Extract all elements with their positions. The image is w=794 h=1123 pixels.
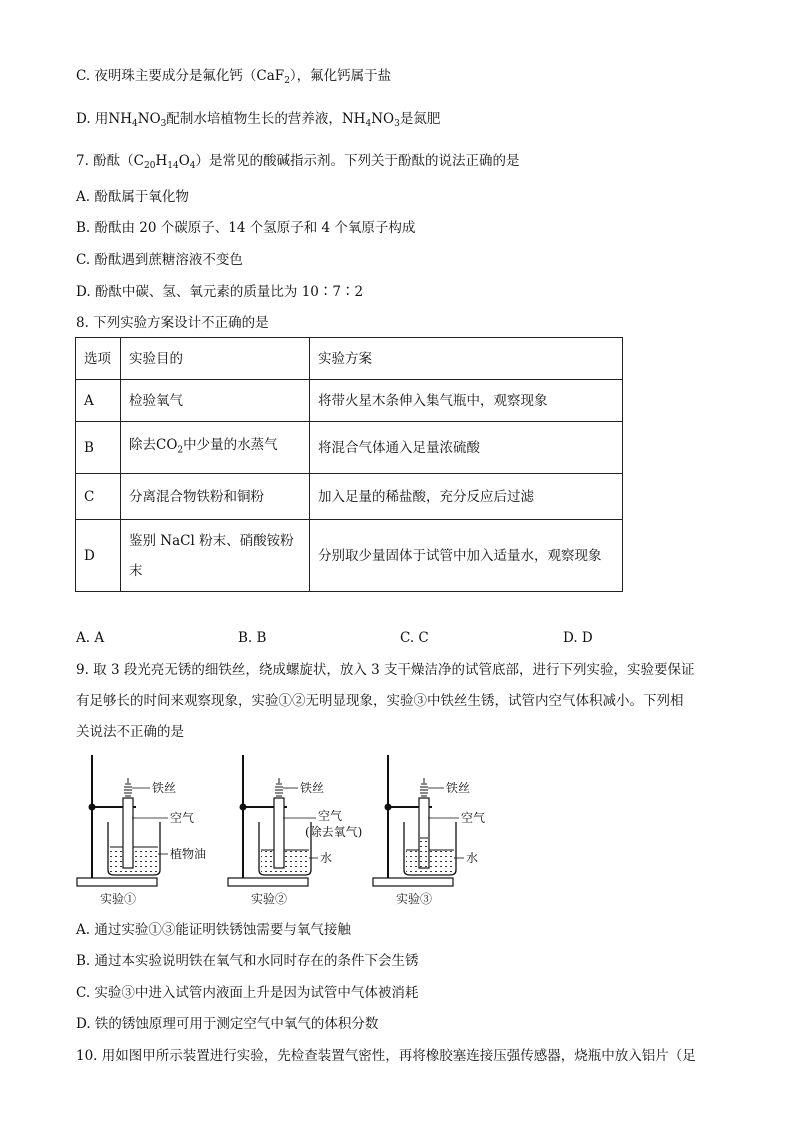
exp3-gas-label: 空气 bbox=[461, 811, 486, 825]
q9-stem-line-1: 9. 取 3 段光亮无锈的细铁丝，绕成螺旋状，放入 3 支干燥洁净的试管底部，进行下列实验，实验要保证 bbox=[76, 662, 695, 678]
table-row bbox=[76, 380, 623, 422]
table-row bbox=[76, 474, 623, 520]
q8-option-d: D. D bbox=[563, 630, 593, 646]
q9-option-d: D. 铁的锈蚀原理可用于测定空气中氧气的体积分数 bbox=[76, 1016, 379, 1032]
experiment-1-apparatus bbox=[77, 755, 160, 886]
table-cell: 分离混合物铁粉和铜粉 bbox=[121, 474, 310, 520]
table-cell: A bbox=[76, 380, 121, 422]
table-row bbox=[76, 520, 623, 592]
q9-stem-line-2: 有足够长的时间来观察现象，实验①②无明显现象，实验③中铁丝生锈，试管内空气体积减小。下列相 bbox=[76, 693, 684, 709]
q7-option-b: B. 酚酞由 20 个碳原子、14 个氢原子和 4 个氧原子构成 bbox=[76, 220, 416, 236]
experiment-3-apparatus bbox=[373, 755, 456, 886]
exp3-wire-label: 铁丝 bbox=[446, 781, 471, 795]
table-row bbox=[76, 422, 623, 474]
q9-option-b: B. 通过本实验说明铁在氧气和水同时存在的条件下会生锈 bbox=[76, 953, 419, 969]
option-c-prev: C. 夜明珠主要成分是氟化钙（CaF$_2$），氟化钙属于盐 bbox=[76, 68, 392, 86]
exp2-gas-label: 空气 bbox=[318, 809, 343, 823]
exp1-gas-label: 空气 bbox=[170, 811, 195, 825]
q7-stem: 7. 酚酞$(C_{20}H_{14}O_4)$是常见的酸碱指示剂。下列关于酚酞的说法正确的是 bbox=[76, 153, 520, 171]
q10-stem-line-1: 10. 用如图甲所示装置进行实验，先检查装置气密性，再将橡胶塞连接压强传感器，烧瓶中放入铝片（足 bbox=[76, 1048, 696, 1064]
table-cell: 鉴别 NaCl 粉末、硝酸铵粉末 bbox=[121, 520, 310, 592]
table-cell: 检验氧气 bbox=[121, 380, 310, 422]
table-header: 实验方案 bbox=[310, 338, 623, 380]
exp2-wire-label: 铁丝 bbox=[300, 781, 325, 795]
q9-option-a: A. 通过实验①③能证明铁锈蚀需要与氧气接触 bbox=[76, 922, 351, 938]
iron-rust-experiment-figure bbox=[74, 750, 514, 910]
table-header-row bbox=[76, 338, 623, 380]
table-cell: D bbox=[76, 520, 121, 592]
q9-stem-line-3: 关说法不正确的是 bbox=[76, 724, 184, 740]
q8-option-b: B. B bbox=[238, 630, 267, 646]
exp1-caption: 实验① bbox=[100, 892, 137, 906]
q7-option-c: C. 酚酞遇到蔗糖溶液不变色 bbox=[76, 252, 243, 268]
table-header: 实验目的 bbox=[121, 338, 310, 380]
table-cell: C bbox=[76, 474, 121, 520]
exp3-liquid-label: 水 bbox=[466, 851, 479, 865]
table-cell: 加入足量的稀盐酸，充分反应后过滤 bbox=[310, 474, 623, 520]
table-cell: B bbox=[76, 422, 121, 474]
q8-option-c: C. C bbox=[400, 630, 429, 646]
exp2-caption: 实验② bbox=[251, 892, 288, 906]
experiment-table bbox=[75, 337, 623, 592]
option-d-prev: D. 用$NH_4NO_3$配制水培植物生长的营养液，$NH_4NO_3$是氮肥 bbox=[76, 111, 441, 129]
exp1-wire-label: 铁丝 bbox=[152, 781, 177, 795]
q7-option-d: D. 酚酞中碳、氢、氧元素的质量比为 10∶7∶2 bbox=[76, 284, 364, 300]
q9-option-c: C. 实验③中进入试管内液面上升是因为试管中气体被消耗 bbox=[76, 985, 419, 1001]
exp2-gas-note: (除去氧气) bbox=[305, 825, 363, 839]
table-cell: 将带火星木条伸入集气瓶中，观察现象 bbox=[310, 380, 623, 422]
table-cell: 分别取少量固体于试管中加入适量水，观察现象 bbox=[310, 520, 623, 592]
q7-option-a: A. 酚酞属于氧化物 bbox=[76, 189, 189, 205]
exp3-caption: 实验③ bbox=[396, 892, 433, 906]
q8-stem: 8. 下列实验方案设计不正确的是 bbox=[76, 315, 269, 331]
table-cell: 除去$CO_2$中少量的水蒸气 bbox=[121, 422, 310, 474]
experiment-2-apparatus bbox=[228, 755, 311, 886]
table-cell: 将混合气体通入足量浓硫酸 bbox=[310, 422, 623, 474]
table-header: 选项 bbox=[76, 338, 121, 380]
exp2-liquid-label: 水 bbox=[320, 851, 333, 865]
q8-option-a: A. A bbox=[76, 630, 105, 646]
exp1-liquid-label: 植物油 bbox=[170, 847, 207, 861]
